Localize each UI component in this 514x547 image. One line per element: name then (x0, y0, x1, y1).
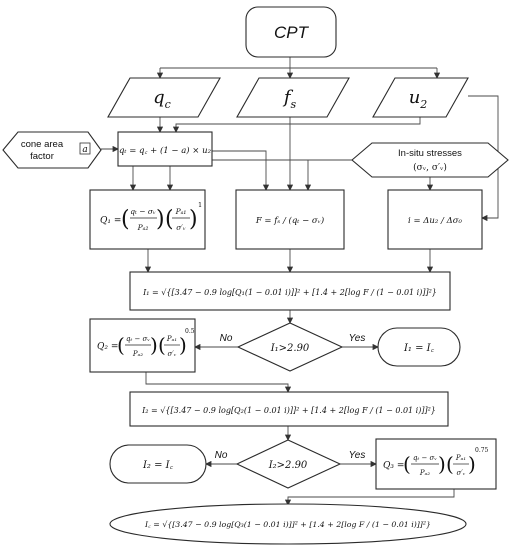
decision2-label: I₂>2.90 (268, 460, 308, 471)
input-u2 (373, 78, 468, 117)
decision2-no-label: No (214, 450, 228, 461)
cone-factor-line2: factor (30, 151, 54, 162)
Q3-lhs: Q₃ = (383, 461, 405, 471)
Q1-den1: Pₐ₂ (137, 223, 149, 232)
qc-subscript: c (164, 98, 171, 111)
Q1-paren-close-2: ) (189, 207, 198, 232)
Q2-den2: σ′ᵥ (167, 350, 177, 358)
result1-label: I₁ = I꜀ (403, 343, 435, 354)
Q1-lhs: Q₁ = (100, 216, 122, 226)
F-formula: F = fₛ / (qₜ − σᵥ) (255, 216, 325, 226)
Q2-lhs: Q₂ = (97, 342, 119, 352)
result2-label: I₂ = I꜀ (142, 460, 174, 471)
Q1-paren-open-1: ( (121, 207, 130, 232)
i-formula: i = Δu₂ / Δσ₀ (408, 216, 462, 226)
result1-node (378, 328, 460, 366)
Q1-formula-node (90, 190, 205, 249)
Ic2-formula-node (130, 392, 448, 426)
decision2-node (237, 440, 340, 488)
decision1-no-label: No (219, 333, 233, 344)
Q1-num2: Pₐ₁ (175, 207, 187, 216)
insitu-line1: In-situ stresses (398, 148, 462, 159)
Q3-exponent: 0.75 (475, 447, 489, 454)
Q3-paren-open-1: ( (403, 452, 411, 476)
Q3-paren-close-1: ) (438, 452, 446, 476)
decision1-node (238, 323, 342, 371)
Q1-paren-open-2: ( (165, 207, 174, 232)
Q3-num1: qₜ − σᵥ (413, 454, 437, 462)
Ic1-formula: I₁ = √{[3.47 − 0.9 log[Q₁(1 − 0.01 i)]]² + [1.4 + 2[log F / (1 − 0.01 i)]]²} (143, 288, 437, 297)
Q3-paren-open-2: ( (446, 452, 454, 476)
Q1-den2: σ′ᵥ (176, 223, 186, 232)
Q2-paren-close-1: ) (150, 333, 158, 357)
qt-formula-node (118, 132, 212, 166)
cone-area-factor-node (3, 132, 101, 168)
decision1-yes-label: Yes (348, 333, 366, 344)
result2-node (110, 445, 206, 483)
Q2-num1: qₜ − σᵥ (126, 335, 150, 343)
input-fs (237, 78, 349, 117)
Q3-num2: Pₐ₁ (455, 454, 467, 462)
fs-subscript: s (290, 98, 297, 111)
cone-factor-line1: cone area (20, 139, 64, 150)
Q2-paren-open-2: ( (158, 333, 166, 357)
u2-subscript: 2 (420, 98, 428, 111)
Q1-paren-close-1: ) (156, 207, 165, 232)
Q1-exponent: 1 (198, 201, 203, 209)
i-formula-node (388, 190, 482, 249)
insitu-line2: (σᵥ, σ′ᵥ) (413, 163, 447, 173)
Q2-den1: Pₐ₂ (132, 350, 144, 358)
Ic2-formula: I₂ = √{[3.47 − 0.9 log[Q₂(1 − 0.01 i)]]² + [1.4 + 2[log F / (1 − 0.01 i)]]²} (142, 406, 436, 415)
F-formula-node (236, 190, 344, 249)
u2-symbol: u (408, 87, 421, 108)
Q2-paren-open-1: ( (117, 333, 125, 357)
qc-symbol: q (153, 87, 165, 108)
decision2-yes-label: Yes (348, 450, 366, 461)
Q3-paren-close-2: ) (468, 452, 476, 476)
Q3-den1: Pₐ₂ (419, 469, 431, 477)
Q1-num1: qₜ − σᵥ (130, 207, 156, 216)
cone-factor-symbol: a (82, 145, 88, 155)
fs-symbol: f (283, 87, 291, 108)
Q3-den2: σ′ᵥ (456, 469, 466, 477)
Q2-formula-node (90, 319, 195, 372)
insitu-stresses-node (352, 143, 508, 177)
decision1-label: I₁>2.90 (270, 343, 310, 354)
Ic1-formula-node (130, 272, 450, 310)
Q2-exponent: 0.5 (185, 328, 195, 335)
Q3-formula-node (376, 439, 496, 489)
cpt-start-node (246, 7, 336, 57)
Ic-final-formula: I꜀ = √{[3.47 − 0.9 log[Q₃(1 − 0.01 i)]]² + [1.4 + 2[log F / (1 − 0.01 i)]]²} (145, 520, 431, 529)
input-qc (108, 78, 220, 117)
Q2-num2: Pₐ₁ (166, 335, 178, 343)
Ic-final-node (110, 504, 466, 544)
Q2-paren-close-2: ) (179, 333, 187, 357)
qt-formula: qₜ = q꜀ + (1 − a) × u₂ (118, 146, 212, 156)
cpt-label: CPT (274, 23, 308, 42)
